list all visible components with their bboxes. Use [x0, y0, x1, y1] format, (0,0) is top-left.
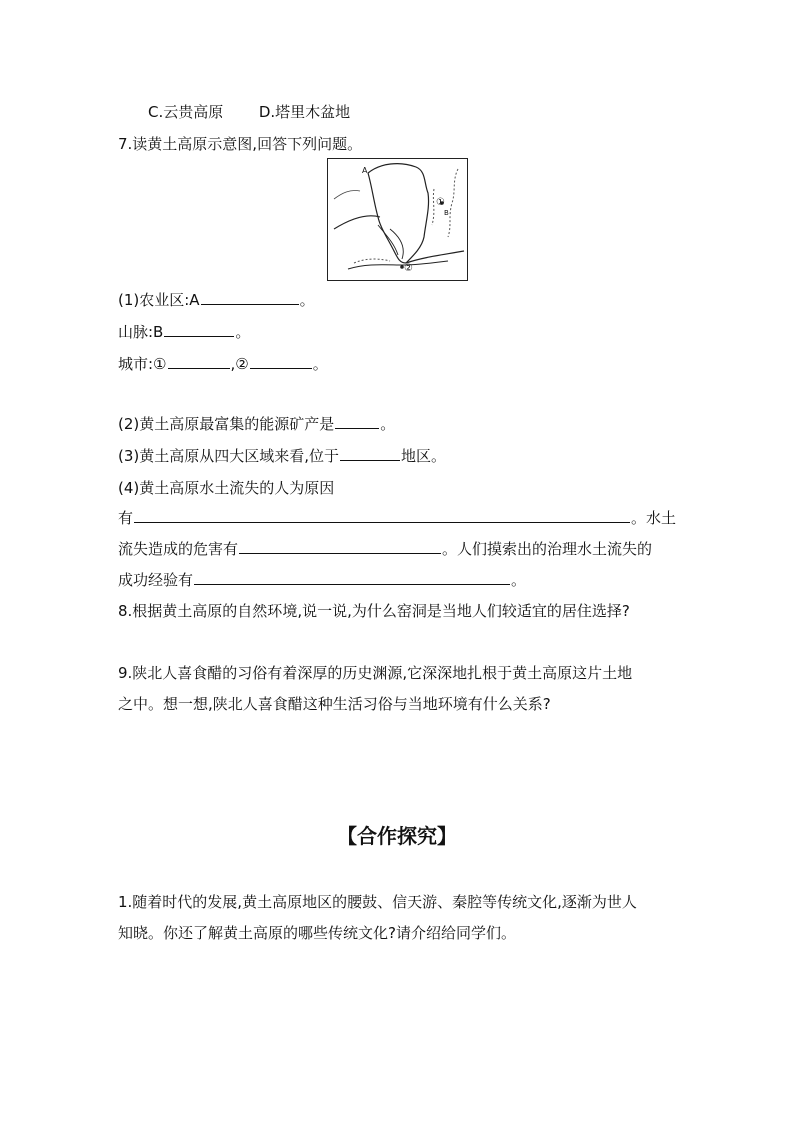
- q8-text: 8.根据黄土高原的自然环境,说一说,为什么窑洞是当地人们较适宜的居住选择?: [118, 602, 630, 620]
- q7-part4-line1: (4)黄土高原水土流失的人为原因: [118, 479, 335, 497]
- coop-q1-line2: 知晓。你还了解黄土高原的哪些传统文化?请介绍给同学们。: [118, 924, 516, 942]
- q6-option-d: D.塔里木盆地: [258, 103, 351, 121]
- answer-blank-agriculture[interactable]: [201, 290, 299, 305]
- wei-river: [348, 261, 448, 269]
- loess-plateau-map: [327, 158, 468, 281]
- q6-option-c: C.云贵高原: [148, 103, 224, 121]
- taihang-mountains: [448, 169, 458, 237]
- q6-options: [148, 102, 350, 122]
- qinling-mountains: [354, 259, 390, 263]
- map-drawing: [328, 159, 467, 280]
- label-city-2: ②: [404, 263, 413, 274]
- answer-blank-region[interactable]: [340, 446, 400, 461]
- great-wall-segment: [334, 190, 360, 199]
- answer-blank-city-2[interactable]: [250, 354, 312, 369]
- river-lower-course: [406, 251, 464, 263]
- luliang-mountains: [432, 189, 434, 225]
- answer-blank-human-causes[interactable]: [134, 508, 630, 523]
- q7-part4-line2: 有 。水土: [118, 509, 677, 527]
- answer-blank-city-1[interactable]: [168, 354, 230, 369]
- q7-part3: (3)黄土高原从四大区域来看,位于 地区。: [118, 447, 447, 465]
- answer-blank-experience[interactable]: [194, 570, 510, 585]
- coop-q1-line1: 1.随着时代的发展,黄土高原地区的腰鼓、信天游、秦腔等传统文化,逐渐为世人: [118, 893, 637, 911]
- q7-part4-line3: 流失造成的危害有 。人们摸索出的治理水土流失的: [118, 540, 653, 558]
- label-b: B: [444, 209, 449, 217]
- yellow-river-west-bend: [368, 173, 406, 263]
- q7-part1-mountain: 山脉:B 。: [118, 323, 251, 341]
- section-heading: 【合作探究】: [337, 824, 457, 848]
- answer-blank-mountain[interactable]: [164, 322, 234, 337]
- answer-blank-hazards[interactable]: [239, 539, 441, 554]
- q7-part2: (2)黄土高原最富集的能源矿产是 。: [118, 415, 396, 433]
- q7-part1-agriculture: (1)农业区:A 。: [118, 291, 315, 309]
- q7-stem: 7.读黄土高原示意图,回答下列问题。: [118, 135, 363, 153]
- q7-part4-line4: 成功经验有 。: [118, 571, 527, 589]
- q9-line2: 之中。想一想,陕北人喜食醋这种生活习俗与当地环境有什么关系?: [118, 695, 551, 713]
- q9-line1: 9.陕北人喜食醋的习俗有着深厚的历史渊源,它深深地扎根于黄土高原这片土地: [118, 664, 633, 682]
- river-upper-course: [334, 216, 380, 229]
- label-a: A: [362, 166, 368, 175]
- label-city-1: ①: [436, 197, 445, 208]
- answer-blank-energy[interactable]: [335, 414, 379, 429]
- q7-part1-cities: 城市:① ,② 。: [118, 355, 328, 373]
